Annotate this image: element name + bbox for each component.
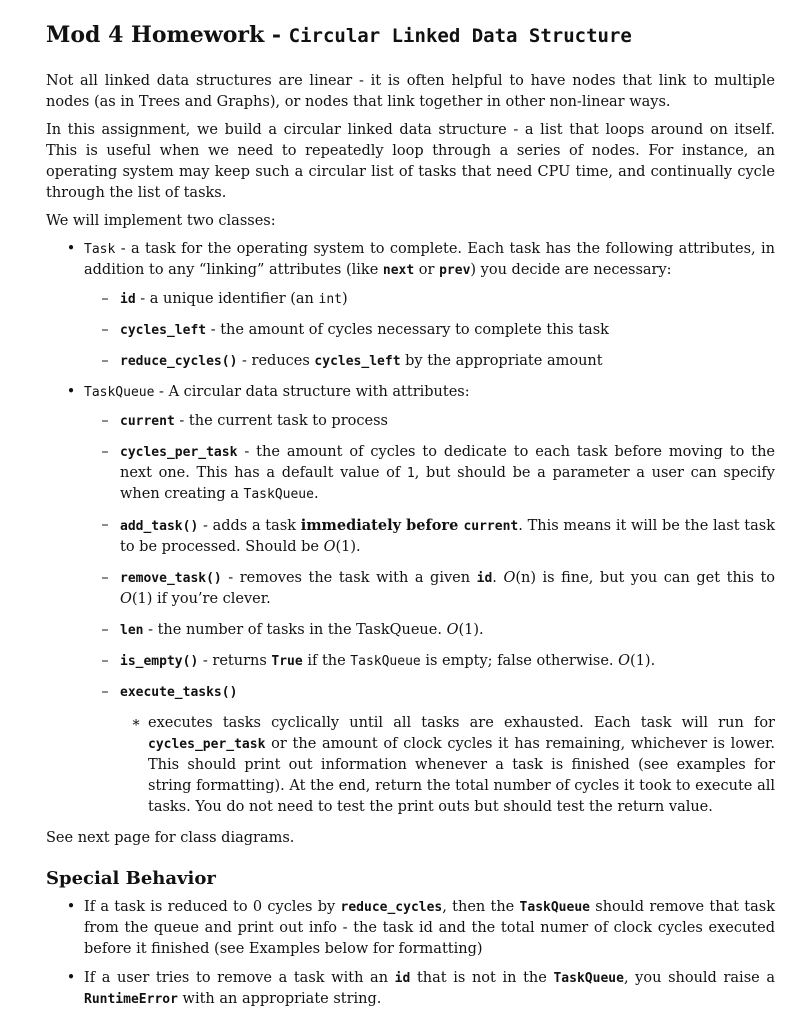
text-fragment: , but should be a parameter a user can specify when creating a <box>120 465 775 502</box>
attr-current <box>84 411 775 432</box>
big-o: O <box>503 570 516 586</box>
text-fragment: if the <box>302 653 351 669</box>
intro-paragraph: We will implement two classes: <box>46 213 276 229</box>
code-taskqueue: TaskQueue <box>519 900 590 915</box>
attr-name: execute_tasks() <box>120 685 238 700</box>
bullet-icon: • <box>66 241 76 257</box>
taskqueue-class-name: TaskQueue <box>84 385 155 400</box>
attr-desc: - a unique identifier (an <box>135 291 319 307</box>
text-fragment: . <box>492 570 504 586</box>
code-reduce-cycles: reduce_cycles <box>340 900 443 915</box>
attr-reduce-cycles <box>84 351 775 372</box>
attr-name: remove_task() <box>120 571 222 586</box>
text-fragment: If a task is reduced to 0 cycles by <box>84 899 341 915</box>
code-cycles-left: cycles_left <box>314 354 401 369</box>
dash-icon: – <box>101 291 109 307</box>
code-default-value: 1 <box>406 466 415 481</box>
code-current: current <box>463 519 519 534</box>
class-list <box>46 239 775 818</box>
attr-id <box>84 289 775 310</box>
text-fragment: (1). <box>458 622 484 638</box>
attr-desc: - adds a task <box>198 518 301 534</box>
taskqueue-class-desc: - A circular data structure with attributes: <box>154 384 470 400</box>
code-int: int <box>318 292 342 307</box>
attr-is-empty <box>84 651 775 672</box>
attr-cycles-left <box>84 320 775 341</box>
dash-icon: – <box>101 444 109 460</box>
code-true: True <box>271 654 303 669</box>
code-id: id <box>394 971 411 986</box>
attr-execute-tasks <box>84 682 775 818</box>
text-fragment: (1) if you’re clever. <box>131 591 271 607</box>
dash-icon: – <box>101 322 109 338</box>
code-taskqueue: TaskQueue <box>350 654 421 669</box>
text-fragment: (1). <box>335 539 361 555</box>
attr-name: current <box>120 414 175 429</box>
attr-name: id <box>120 292 136 307</box>
task-class-name: Task <box>84 242 116 257</box>
special-behavior-list <box>46 897 775 1010</box>
code-prev: prev <box>439 263 471 278</box>
title-prefix: Mod 4 Homework - <box>46 22 289 48</box>
dash-icon: – <box>101 353 109 369</box>
code-taskqueue: TaskQueue <box>553 971 624 986</box>
attr-desc: - reduces <box>237 353 315 369</box>
attr-desc: - the number of tasks in the TaskQueue. <box>143 622 447 638</box>
bullet-icon: • <box>66 970 76 986</box>
dash-icon: – <box>101 517 109 533</box>
title-code: Circular Linked Data Structure <box>288 25 632 47</box>
attr-desc: - removes the task with a given <box>221 570 477 586</box>
attr-name: is_empty() <box>120 654 199 669</box>
dash-icon: – <box>101 413 109 429</box>
text-fragment: or <box>414 262 440 278</box>
dash-icon: – <box>101 622 109 638</box>
bold-text: immediately before <box>300 517 464 534</box>
bullet-icon: • <box>66 384 76 400</box>
attr-remove-task <box>84 568 775 610</box>
attr-desc: - the amount of cycles necessary to complete this task <box>206 322 609 338</box>
execute-detail-list <box>120 713 775 818</box>
intro-paragraph: Not all linked data structures are linear - it is often helpful to have nodes that link to multiple nodes (as in Trees and Graphs), or nodes that link together in other non-linear ways. <box>46 73 775 110</box>
special-item <box>46 968 775 1010</box>
execute-detail <box>120 713 775 818</box>
attr-name: cycles_per_task <box>120 445 238 460</box>
attr-desc: - returns <box>198 653 272 669</box>
attr-desc: - the amount of cycles to dedicate to each task before moving to the next one. This has a default value of <box>120 444 775 481</box>
text-fragment: ) <box>341 291 348 307</box>
big-o: O <box>120 591 132 607</box>
text-fragment: should remove that task from the queue and print out info - the task id and the total numer of clock cycles executed before it finished (see Examples below for formatting) <box>84 899 775 957</box>
attr-desc: - the current task to process <box>174 413 388 429</box>
text-fragment: that is not in the <box>410 970 554 986</box>
text-fragment: . <box>313 486 319 502</box>
bullet-icon: • <box>66 899 76 915</box>
detail-text: or the amount of clock cycles it has remaining, whichever is lower. This should print out information whenever a task is finished (see examples for string formatting). At the end, return the total number of cycles it took to execute all tasks. You do not need to test the print outs but should test the return value. <box>148 736 775 815</box>
text-fragment: (1). <box>630 653 656 669</box>
text-fragment: is empty; false otherwise. <box>420 653 619 669</box>
attr-add-task <box>84 515 775 558</box>
code-id: id <box>476 571 493 586</box>
code-runtimeerror: RuntimeError <box>84 992 178 1007</box>
task-attribute-list <box>84 289 775 372</box>
code-next: next <box>382 263 415 278</box>
code-taskqueue: TaskQueue <box>243 487 314 502</box>
attr-name: len <box>120 623 144 638</box>
taskqueue-class-item <box>46 382 775 818</box>
attr-cycles-per-task <box>84 442 775 505</box>
detail-text: executes tasks cyclically until all tasks are exhausted. Each task will run for <box>148 715 775 731</box>
big-o: O <box>323 539 336 555</box>
text-fragment: by the appropriate amount <box>400 353 603 369</box>
attr-name: add_task() <box>120 519 199 534</box>
page-title <box>46 22 775 49</box>
attr-name: cycles_left <box>120 323 207 338</box>
text-fragment: . This means it will be the last task to be processed. Should be <box>120 518 775 555</box>
text-fragment: with an appropriate string. <box>177 991 382 1007</box>
big-o: O <box>618 653 631 669</box>
dash-icon: – <box>101 570 109 586</box>
task-class-item <box>46 239 775 372</box>
taskqueue-attribute-list <box>84 411 775 818</box>
task-class-desc: - a task for the operating system to complete. Each task has the following attributes, in addition to any “linking” attributes (like <box>84 241 775 278</box>
dash-icon: – <box>101 653 109 669</box>
special-behavior-heading: Special Behavior <box>46 868 216 889</box>
big-o: O <box>446 622 459 638</box>
attr-len <box>84 620 775 641</box>
text-fragment: , you should raise a <box>623 970 775 986</box>
intro-paragraph: In this assignment, we build a circular linked data structure - a list that loops around on itself. This is useful when we need to repeatedly loop through a series of nodes. For instance, an operating system may keep such a circular list of tasks that need CPU time, and continually cycle through the list of tasks. <box>46 122 775 201</box>
text-fragment: (n) is fine, but you can get this to <box>515 570 776 586</box>
text-fragment: , then the <box>442 899 520 915</box>
special-item <box>46 897 775 960</box>
dash-icon: – <box>101 684 109 700</box>
attr-name: reduce_cycles() <box>120 354 238 369</box>
see-next-note: See next page for class diagrams. <box>46 830 295 846</box>
code-cycles-per-task: cycles_per_task <box>148 737 266 752</box>
text-fragment: ) you decide are necessary: <box>470 262 672 278</box>
asterisk-icon: ∗ <box>131 715 141 731</box>
text-fragment: If a user tries to remove a task with an <box>84 970 395 986</box>
